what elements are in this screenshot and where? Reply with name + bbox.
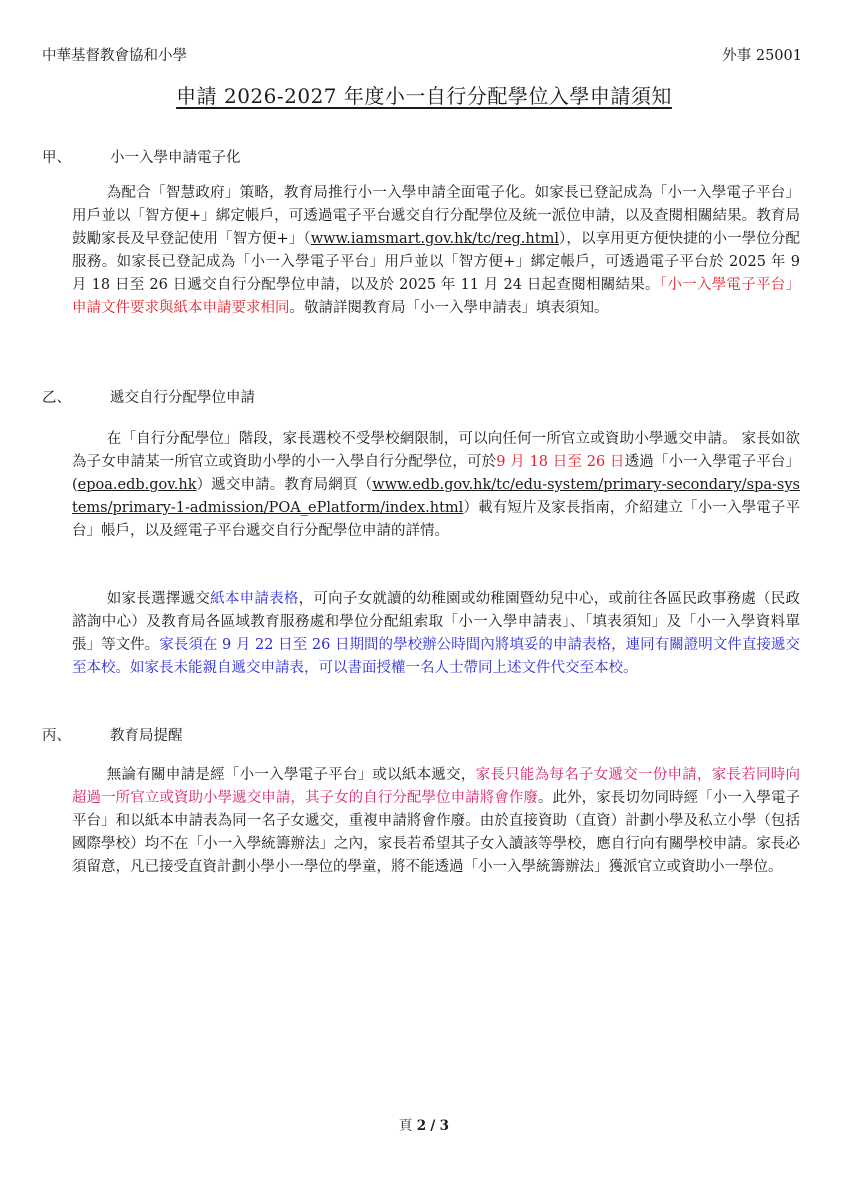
section-b-text-4: ）載有短片及家長指南，介紹建立「小一入學電子平台」帳戶，以及經電子平台遞交自行分配學位申請的詳情。 [72,500,800,540]
section-b-marker: 乙、 [42,390,71,406]
section-b-text-3: ）遞交申請。教育局網頁（ [196,477,373,494]
section-c-paragraph [72,764,800,879]
section-b-heading [42,386,255,407]
section-c-text-2: 。此外，家長切勿同時經「小一入學電子平台」和以紙本申請表為同一名子女遞交，重複申請將會作廢。由於直接資助（直資）計劃小學及私立小學（包括國際學校）均不在「小一入學統籌辦法」之內，家長若希望其子女入讀該等學校，應自行向有關學校申請。家長必須留意，凡已接受直資計劃小學小一學位的學童，將不能透過「小一入學統籌辦法」獲派官立或資助小一學位。 [72,790,801,876]
section-b-paragraph-2 [72,588,800,680]
page-footer [0,1114,848,1134]
section-a-text-1: 為配合「智慧政府」策略，教育局推行小一入學申請全面電子化。如家長已登記成為「小一入學電子平台」用戶並以「智方便+」綁定帳戶，可透過電子平台遞交自行分配學位及統一派位申請，以及查閱相關結果。教育局鼓勵家長及早登記使用「智方便+」（ [72,185,800,248]
iamsmart-link[interactable]: www.iamsmart.gov.hk/tc/reg.html [310,231,559,248]
edb-eplatform-link[interactable]: www.edb.gov.hk/tc/edu-system/primary-secondary/spa-systems/primary-1-admission/POA_ePlatform/index.html [72,477,800,517]
section-b-title: 遞交自行分配學位申請 [110,390,255,406]
section-a-text-3: 。敬請詳閱教育局「小一入學申請表」填表須知。 [289,300,609,317]
section-c-magenta-warning: 家長只能為每名子女遞交一份申請，家長若同時向超過一所官立或資助小學遞交申請，其子女的自行分配學位申請將會作廢 [72,767,800,807]
document-reference: 外事 25001 [722,48,802,64]
footer-separator: / [430,1118,436,1134]
section-a-red-note: 「小一入學電子平台」申請文件要求與紙本申請要求相同 [72,277,801,317]
section-a-text-2: ），以享用更方便快捷的小一學位分配服務。如家長已登記成為「小一入學電子平台」用戶並以「智方便+」綁定帳戶，可透過電子平台於 2025 年 9 月 18 日至 26 日遞交自行分配學位申請，以及於 2025 年 11 月 24 日起查閱相關結果。 [72,231,800,294]
epoa-link[interactable]: epoa.edb.gov.hk [77,477,197,494]
section-b-red-dates: 9 月 18 日至 26 日 [496,454,625,471]
footer-prefix: 頁 [398,1118,413,1134]
section-b-blue-paper-form: 紙本申請表格 [210,591,299,607]
section-c-text-1: 無論有關申請是經「小一入學電子平台」或以紙本遞交， [106,767,476,783]
footer-total-pages: 3 [439,1118,450,1134]
section-b-paragraph-1 [72,428,800,543]
section-c-marker: 丙、 [42,728,71,744]
section-c-title: 教育局提醒 [110,728,183,744]
section-b-text-1: 在「自行分配學位」階段，家長選校不受學校網限制，可以向任何一所官立或資助小學遞交申請。 家長如欲為子女申請某一所官立或資助小學的小一入學自行分配學位，可於 [72,431,800,471]
footer-page-number: 2 [416,1118,427,1134]
section-a-paragraph [72,182,800,321]
school-name: 中華基督教會協和小學 [42,48,187,64]
section-b-text-5: 如家長選擇遞交 [106,591,211,607]
document-title: 申請 2026-2027 年度小一自行分配學位入學申請須知 [176,84,672,108]
section-b-blue-submission-note: 家長須在 9 月 22 日至 26 日期間的學校辦公時間內將填妥的申請表格，連同有關證明文件直接遞交至本校。如家長未能親自遞交申請表，可以書面授權一名人士帶同上述文件代交至本校。 [72,637,801,677]
section-a-marker: 甲、 [42,150,71,166]
section-a-title: 小一入學申請電子化 [110,150,241,166]
section-a-heading [42,146,241,167]
section-b-text-6: ，可向子女就讀的幼稚園或幼稚園暨幼兒中心，或前往各區民政事務處（民政諮詢中心）及教育局各區域教育服務處和學位分配組索取「小一入學申請表」、「填表須知」及「小一入學資料單張」等文件。 [72,591,801,654]
section-c-heading [42,724,183,745]
section-b-text-2: 透過「小一入學電子平台」( [72,454,800,494]
